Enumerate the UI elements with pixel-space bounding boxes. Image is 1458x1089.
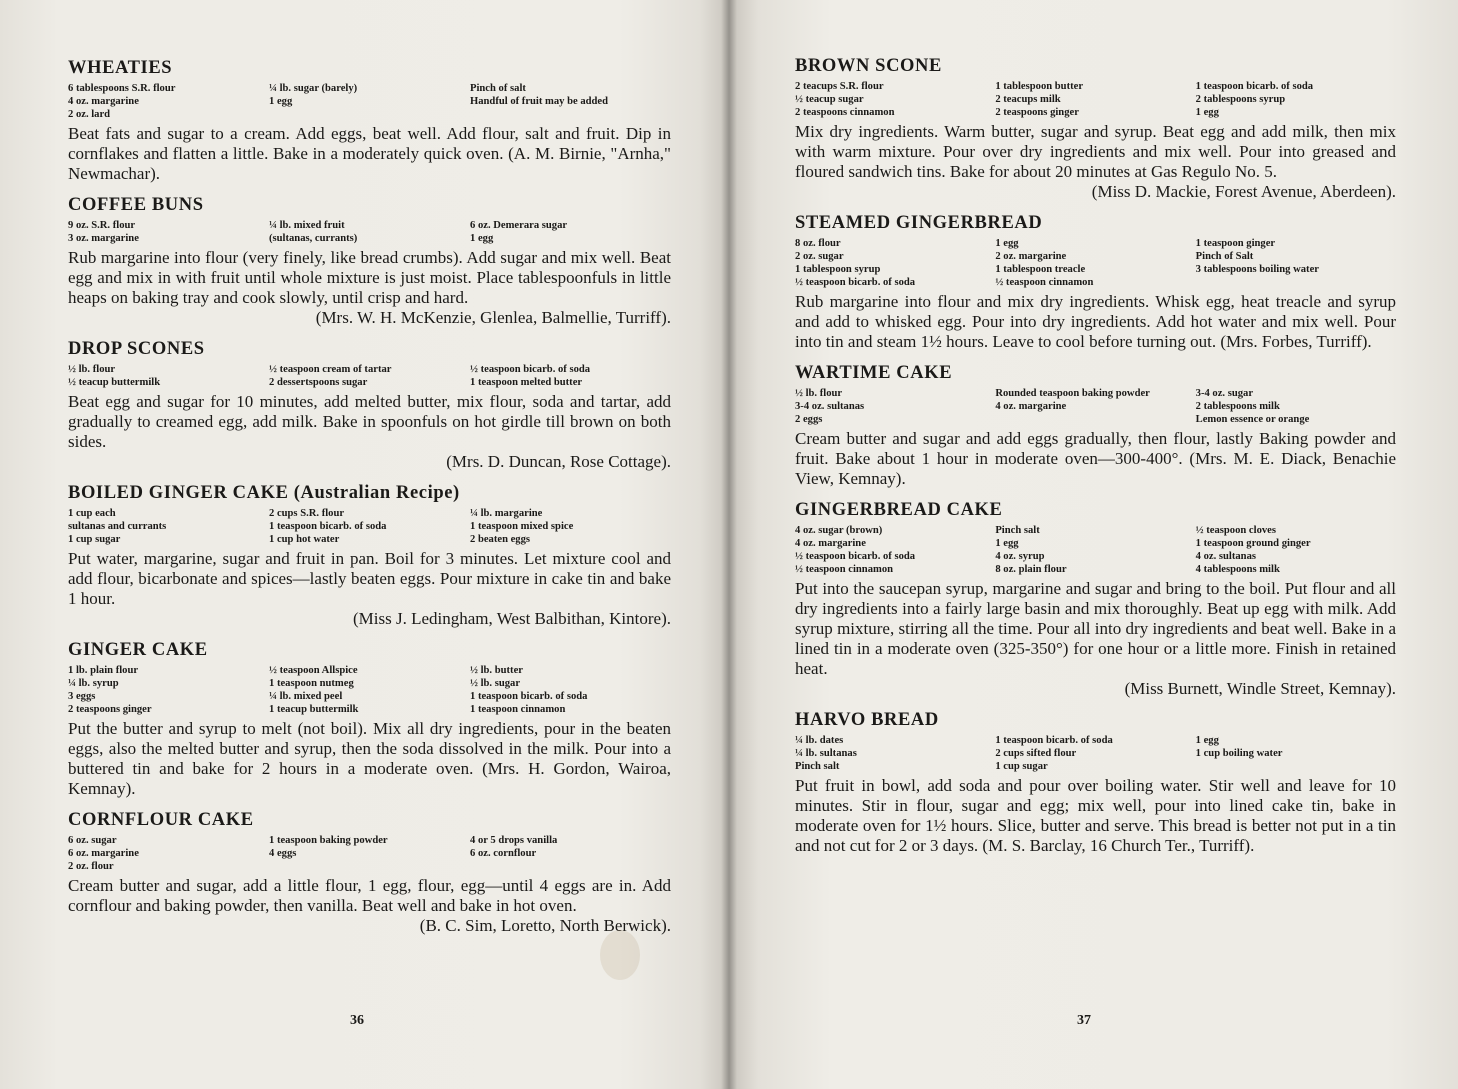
ingredient-item: 3 eggs [68,691,96,702]
recipe-title: DROP SCONES [68,339,205,359]
ingredient-column [470,834,671,873]
recipe-method: Cream butter and sugar and add eggs gradually, then flour, lastly Baking powder and fruit. Bake about 1 hour in moderate oven—300-400°. (Mrs. M. E. Diack, Benachie View, Kemnay). [795,429,1396,488]
ingredient-item: 2 dessertspoons sugar [269,377,368,388]
ingredient-item: ½ teaspoon bicarb. of soda [470,364,591,375]
ingredient-list [68,664,671,716]
ingredient-item: 6 oz. Demerara sugar [470,220,568,231]
recipe-title: BOILED GINGER CAKE (Australian Recipe) [68,483,460,503]
recipe-credit: (Mrs. W. H. McKenzie, Glenlea, Balmellie, Turriff). [315,308,671,327]
recipe-method: Put fruit in bowl, add soda and pour over boiling water. Stir well and leave for 10 minutes. Stir in flour, sugar and egg; mix well, pour into lined cake tin, bake in moderate oven for 1½ hours. Slice, butter and serve. This bread is better not put in a tin and not cut for 2 or 3 days. (M. S. Barclay, 16 Church Ter., Turriff). [795,776,1396,855]
ingredient-column [470,507,671,546]
ingredient-column [795,237,995,289]
ingredient-item: 2 cups S.R. flour [269,508,345,519]
ingredient-list [795,734,1396,773]
ingredient-column [795,387,995,426]
ingredient-item: 3 oz. margarine [68,233,139,244]
ingredient-item: 3-4 oz. sultanas [795,401,865,412]
ingredient-item: ¼ lb. margarine [470,508,543,519]
ingredient-item: 2 cups sifted flour [995,748,1077,759]
ingredient-item: 1 cup sugar [68,534,121,545]
ingredient-item: 1 teacup buttermilk [269,704,359,715]
ingredient-item: Pinch of Salt [1195,251,1254,262]
recipe-title: COFFEE BUNS [68,195,204,215]
ingredient-column [1196,80,1396,119]
right-page [729,0,1458,1089]
ingredient-item: 2 beaten eggs [470,534,531,545]
ingredient-item: Pinch salt [795,761,840,772]
recipe-title: GINGER CAKE [68,640,208,660]
ingredient-column [68,664,269,716]
ingredient-item: ¼ lb. mixed fruit [269,220,345,231]
recipe-method: Rub margarine into flour and mix dry ingredients. Whisk egg, heat treacle and syrup and add to whisked egg. Pour into dry ingredients. Add hot water and mix well. Pour into tin and steam 1½ hours. Leave to cool before turning out. (Mrs. Forbes, Turriff). [795,292,1396,351]
ingredient-item: 4 oz. sugar (brown) [795,525,883,536]
recipe-title: STEAMED GINGERBREAD [795,213,1043,233]
ingredient-item: 4 oz. margarine [995,401,1067,412]
ingredient-item: ½ teacup sugar [795,94,864,105]
ingredient-item: 2 oz. margarine [995,251,1067,262]
book-gutter [721,0,737,1089]
recipe-title: GINGERBREAD CAKE [795,500,1003,520]
ingredient-item: 2 teaspoons cinnamon [795,107,895,118]
recipe-method: Cream butter and sugar, add a little flour, 1 egg, flour, egg—until 4 eggs are in. Add cornflour and baking powder, then vanilla. Beat well and bake in hot oven. [68,876,671,915]
ingredient-item: 2 eggs [795,414,823,425]
ingredient-item: ½ lb. flour [795,388,843,399]
recipe-block [68,339,671,472]
ingredient-column [470,82,671,121]
ingredient-column [269,219,470,245]
ingredient-item: 1 teaspoon cinnamon [470,704,566,715]
ingredient-column [1196,734,1396,773]
ingredient-list [68,507,671,546]
recipe-list [795,56,1396,856]
recipe-block [795,710,1396,856]
ingredient-column [68,82,269,121]
ingredient-item: 2 tablespoons milk [1195,401,1280,412]
ingredient-item: Pinch salt [995,525,1040,536]
recipe-list [68,58,671,936]
ingredient-item: 1 tablespoon butter [995,81,1084,92]
ingredient-item: ½ lb. flour [68,364,116,375]
ingredient-item: 2 oz. flour [68,861,114,872]
ingredient-item: 1 egg [995,538,1019,549]
ingredient-item: ½ teaspoon Allspice [269,665,358,676]
ingredient-item: 1 egg [1195,107,1219,118]
ingredient-item: ½ teaspoon cinnamon [995,277,1094,288]
ingredient-item: 3 tablespoons boiling water [1195,264,1319,275]
page-stain [600,930,640,980]
ingredient-item: ½ lb. sugar [470,678,521,689]
ingredient-column [995,387,1195,426]
page-number: 36 [350,1013,364,1028]
ingredient-list [795,80,1396,119]
ingredient-column [1196,237,1396,289]
ingredient-item: 2 teaspoons ginger [68,704,152,715]
recipe-credit: (Miss D. Mackie, Forest Avenue, Aberdeen). [1091,182,1396,201]
ingredient-item: 1 teaspoon bicarb. of soda [1195,81,1314,92]
ingredient-column [269,834,470,873]
recipe-block [68,483,671,629]
ingredient-column [795,734,995,773]
ingredient-item: 2 oz. lard [68,109,111,120]
ingredient-item: ¼ lb. syrup [68,678,119,689]
ingredient-column [995,80,1195,119]
ingredient-item: ¼ lb. mixed peel [269,691,343,702]
ingredient-item: 4 eggs [269,848,297,859]
recipe-method: Mix dry ingredients. Warm butter, sugar and syrup. Beat egg and add milk, then mix with warm mixture. Pour over dry ingredients and mix well. Pour into greased and floured sandwich tins. Bake for about 20 minutes at Gas Regulo No. 5. [795,122,1396,181]
recipe-title: WARTIME CAKE [795,363,953,383]
ingredient-list [795,387,1396,426]
ingredient-item: 1 teaspoon ginger [1195,238,1276,249]
ingredient-column [1196,387,1396,426]
ingredient-item: 4 tablespoons milk [1195,564,1280,575]
recipe-block [795,363,1396,489]
ingredient-item: 1 tablespoon treacle [995,264,1086,275]
ingredient-item: Rounded teaspoon baking powder [995,388,1150,399]
ingredient-item: 1 cup each [68,508,116,519]
ingredient-item: 1 egg [1195,735,1219,746]
ingredient-item: ¼ lb. sugar (barely) [269,83,358,94]
ingredient-item: 8 oz. plain flour [995,564,1067,575]
ingredient-item: ¼ lb. sultanas [795,748,857,759]
recipe-block [68,640,671,799]
ingredient-item: Pinch of salt [470,83,526,94]
ingredient-item: 3-4 oz. sugar [1195,388,1254,399]
ingredient-item: 1 teaspoon ground ginger [1195,538,1311,549]
recipe-title: CORNFLOUR CAKE [68,810,254,830]
ingredient-item: 4 oz. margarine [795,538,866,549]
ingredient-item: 6 oz. sugar [68,835,117,846]
recipe-method: Put water, margarine, sugar and fruit in pan. Boil for 3 minutes. Let mixture cool and add flour, bicarbonate and spices—lastly beaten eggs. Pour mixture in cake tin and bake 1 hour. [68,549,671,608]
ingredient-item: sultanas and currants [68,521,167,532]
page-number: 37 [1077,1013,1091,1028]
ingredient-column [269,363,470,389]
recipe-credit: (B. C. Sim, Loretto, North Berwick). [419,916,671,935]
ingredient-item: ½ teaspoon cinnamon [795,564,894,575]
ingredient-item: 1 teaspoon melted butter [470,377,583,388]
recipe-method: Rub margarine into flour (very finely, like bread crumbs). Add sugar and mix well. Beat egg and mix in with fruit until whole mixture is just moist. Place tablespoonfuls in little heaps on baking tray and cook slowly, until crisp and hard. [68,248,671,307]
ingredient-item: 1 cup boiling water [1195,748,1283,759]
ingredient-item: 1 egg [470,233,494,244]
ingredient-column [795,524,995,576]
ingredient-item: 1 egg [995,238,1019,249]
recipe-title: HARVO BREAD [795,710,939,730]
ingredient-item: ½ teaspoon bicarb. of soda [795,277,916,288]
ingredient-item: Lemon essence or orange [1195,414,1310,425]
recipe-method: Put the butter and syrup to melt (not boil). Mix all dry ingredients, pour in the beaten eggs, also the melted butter and syrup, then the soda dissolved in the milk. Pour into a buttered tin and bake for 2 hours in a moderate oven. (Mrs. H. Gordon, Wairoa, Kemnay). [68,719,671,798]
ingredient-list [68,219,671,245]
ingredient-item: 1 teaspoon mixed spice [470,521,574,532]
ingredient-item: 1 egg [269,96,293,107]
recipe-block [795,213,1396,352]
ingredient-list [795,237,1396,289]
recipe-credit: (Miss J. Ledingham, West Balbithan, Kintore). [353,609,671,628]
ingredient-item: 1 teaspoon nutmeg [269,678,354,689]
ingredient-item: 4 or 5 drops vanilla [470,835,558,846]
ingredient-item: (sultanas, currants) [269,233,358,244]
ingredient-item: 1 cup sugar [995,761,1048,772]
ingredient-list [68,363,671,389]
ingredient-item: 4 oz. sultanas [1195,551,1256,562]
ingredient-item: 1 tablespoon syrup [795,264,881,275]
recipe-title: BROWN SCONE [795,56,942,76]
ingredient-column [470,363,671,389]
recipe-block [795,500,1396,699]
ingredient-column [995,524,1195,576]
ingredient-column [269,507,470,546]
ingredient-item: 1 teaspoon bicarb. of soda [470,691,588,702]
ingredient-list [68,834,671,873]
recipe-method: Put into the saucepan syrup, margarine and sugar and bring to the boil. Put flour and all dry ingredients into a fairly large basin and mix thoroughly. Beat up egg with milk. Add syrup mixture, stirring all the time. Pour all into dry ingredients and beat well. Bake in a lined tin in a moderate oven (325-350°) for one hour or a little more. Finish in retained heat. [795,579,1396,678]
ingredient-item: ½ teacup buttermilk [68,377,161,388]
ingredient-column [1196,524,1396,576]
ingredient-item: 4 oz. syrup [995,551,1045,562]
ingredient-column [269,664,470,716]
ingredient-column [470,219,671,245]
ingredient-item: ½ teaspoon cloves [1195,525,1276,536]
ingredient-item: ½ lb. butter [470,665,523,676]
ingredient-item: 1 cup hot water [269,534,340,545]
ingredient-item: 6 tablespoons S.R. flour [68,83,176,94]
ingredient-item: 1 teaspoon bicarb. of soda [269,521,387,532]
ingredient-column [795,80,995,119]
ingredient-list [68,82,671,121]
ingredient-item: 2 teacups S.R. flour [795,81,884,92]
ingredient-item: 9 oz. S.R. flour [68,220,136,231]
ingredient-item: 4 oz. margarine [68,96,139,107]
ingredient-item: 6 oz. margarine [68,848,139,859]
ingredient-item: 1 teaspoon baking powder [269,835,388,846]
ingredient-column [68,507,269,546]
ingredient-column [68,219,269,245]
ingredient-column [995,734,1195,773]
recipe-block [68,810,671,936]
ingredient-item: ½ teaspoon bicarb. of soda [795,551,916,562]
ingredient-item: 1 lb. plain flour [68,665,139,676]
ingredient-column [68,834,269,873]
recipe-title: WHEATIES [68,58,173,78]
ingredient-item: 6 oz. cornflour [470,848,537,859]
recipe-method: Beat egg and sugar for 10 minutes, add melted butter, mix flour, soda and tartar, add gradually to creamed egg, add milk. Bake in spoonfuls on hot girdle till brown on both sides. [68,392,671,451]
ingredient-item: 2 tablespoons syrup [1195,94,1286,105]
recipe-block [68,58,671,184]
ingredient-item: 2 teacups milk [995,94,1061,105]
ingredient-column [470,664,671,716]
recipe-block [68,195,671,328]
ingredient-item: ¼ lb. dates [795,735,844,746]
ingredient-item: 1 teaspoon bicarb. of soda [995,735,1113,746]
ingredient-item: ½ teaspoon cream of tartar [269,364,392,375]
ingredient-column [995,237,1195,289]
ingredient-column [68,363,269,389]
recipe-credit: (Miss Burnett, Windle Street, Kemnay). [1124,679,1396,698]
ingredient-list [795,524,1396,576]
recipe-credit: (Mrs. D. Duncan, Rose Cottage). [446,452,671,471]
ingredient-item: 2 teaspoons ginger [995,107,1079,118]
ingredient-item: Handful of fruit may be added [470,96,609,107]
recipe-method: Beat fats and sugar to a cream. Add eggs, beat well. Add flour, salt and fruit. Dip in cornflakes and flatten a little. Bake in a moderately quick oven. (A. M. Birnie, "Arnha," Newmachar). [68,124,671,183]
recipe-block [795,56,1396,202]
ingredient-item: 8 oz. flour [795,238,841,249]
ingredient-column [269,82,470,121]
ingredient-item: 2 oz. sugar [795,251,844,262]
